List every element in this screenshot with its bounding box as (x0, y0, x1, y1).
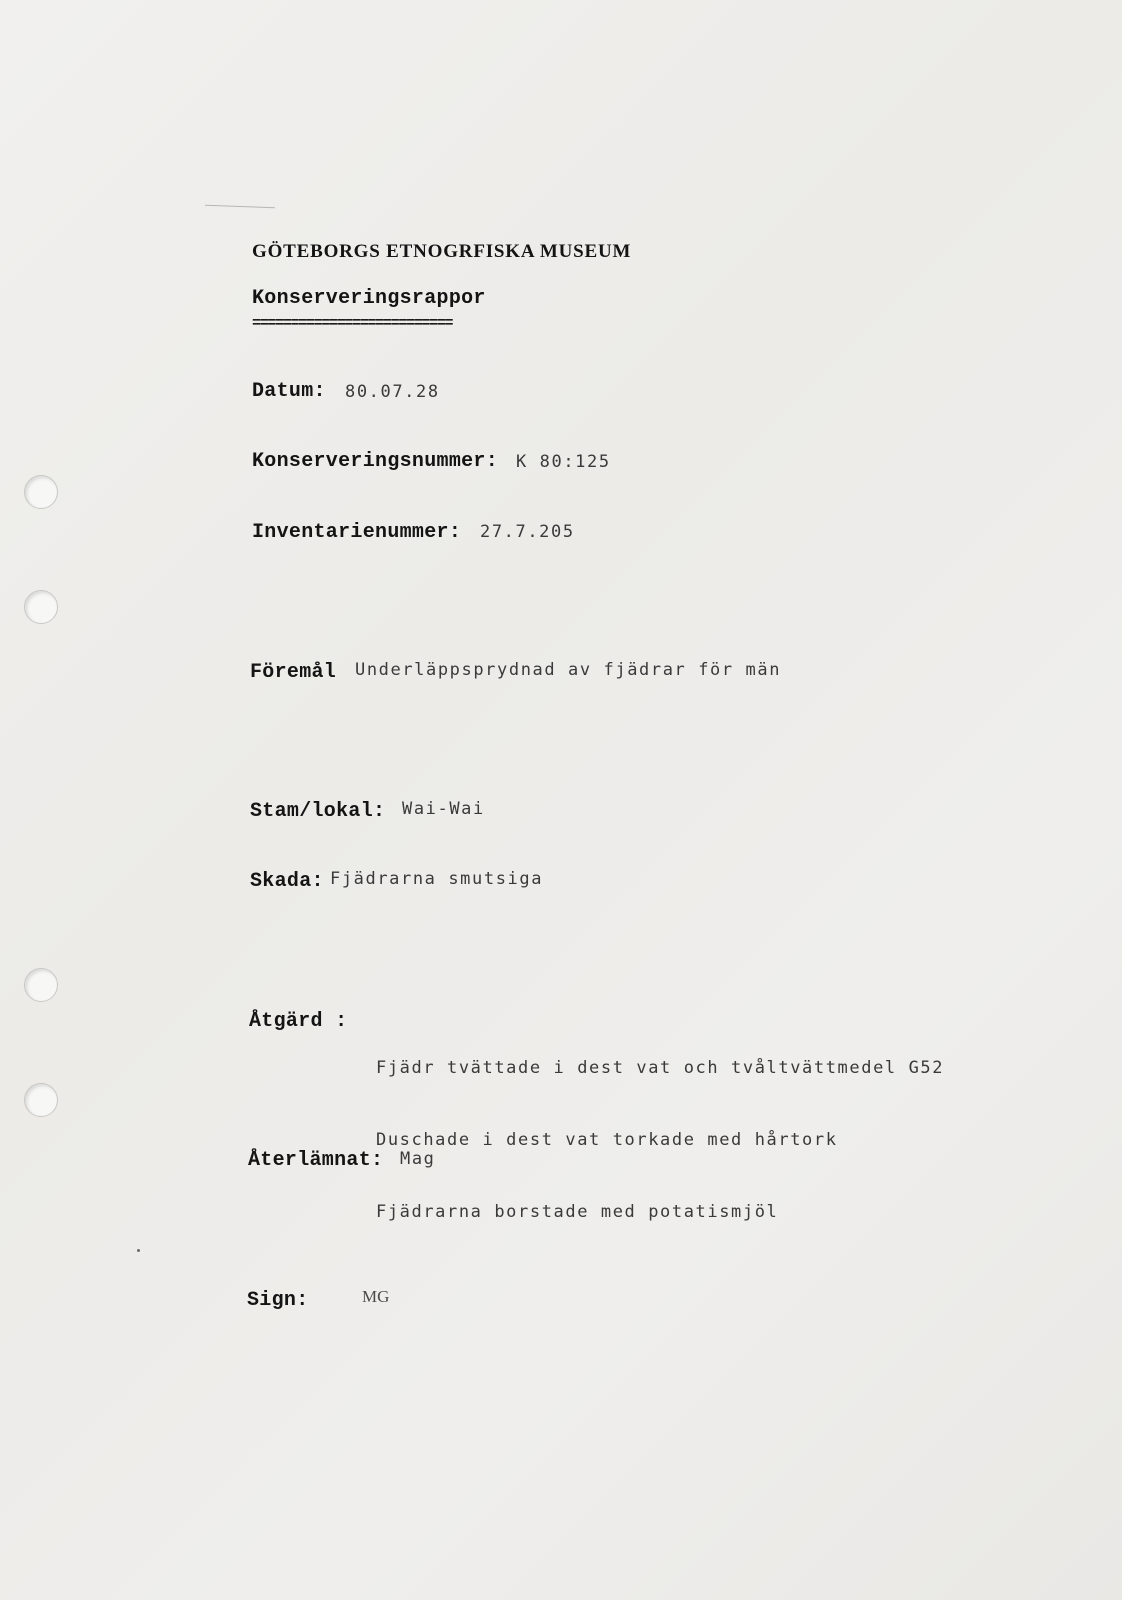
atgard-label: Åtgärd : (249, 1010, 348, 1033)
atgard-value (376, 1008, 944, 1272)
punch-hole (24, 968, 58, 1002)
atgard-line: Duschade i dest vat torkade med hårtork (376, 1130, 838, 1150)
sign-value: MG (362, 1287, 390, 1306)
konserveringsnummer-value: K 80:125 (516, 452, 611, 472)
punch-hole (24, 1083, 58, 1117)
konserveringsnummer-label: Konserveringsnummer: (252, 450, 499, 473)
paper-mark (137, 1249, 140, 1252)
inventarienummer-value: 27.7.205 (480, 522, 575, 542)
museum-name: GÖTEBORGS ETNOGRFISKA MUSEUM (252, 241, 632, 262)
foremal-label: Föremål (250, 661, 337, 684)
skada-value: Fjädrarna smutsiga (330, 869, 544, 889)
foremal-value: Underläppsprydnad av fjädrar för män (355, 660, 782, 680)
atgard-line: Fjädrarna borstade med potatismjöl (376, 1202, 779, 1222)
stam-lokal-label: Stam/lokal: (250, 800, 386, 823)
paper-mark (205, 205, 275, 208)
datum-label: Datum: (252, 380, 326, 403)
skada-label: Skada: (250, 870, 324, 893)
datum-value: 80.07.28 (345, 382, 440, 402)
sign-label: Sign: (247, 1289, 309, 1312)
report-title: Konserveringsrappor (252, 287, 486, 310)
aterlamnat-value: Mag (400, 1149, 436, 1169)
inventarienummer-label: Inventarienummer: (252, 521, 462, 544)
atgard-line: Fjädr tvättade i dest vat och tvåltvättmedel G52 (376, 1058, 945, 1078)
aterlamnat-label: Återlämnat: (248, 1149, 384, 1172)
punch-hole (24, 590, 58, 624)
stam-lokal-value: Wai-Wai (402, 799, 485, 819)
title-underline: ========================== (252, 315, 453, 332)
punch-hole (24, 475, 58, 509)
